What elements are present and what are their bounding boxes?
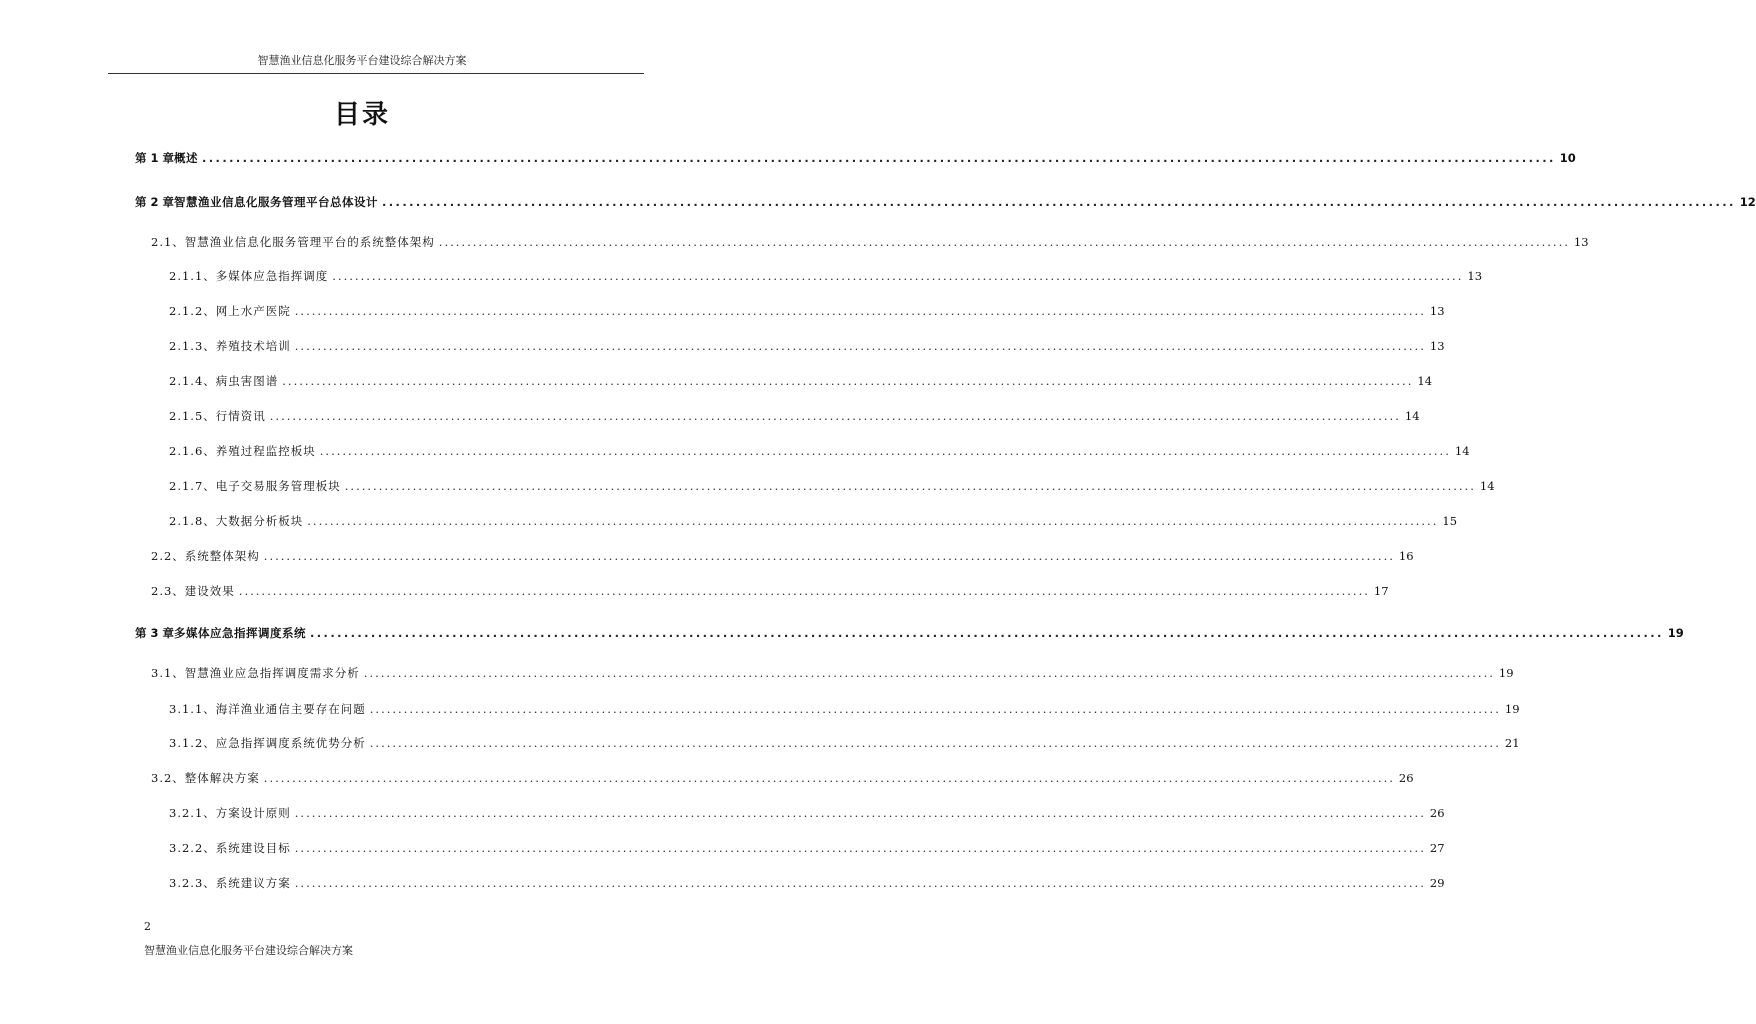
toc-entry-page: 19 — [1667, 626, 1684, 640]
toc-entry-number: 第 2 章 — [135, 195, 175, 209]
toc-entry-title: 智慧渔业信息化服务管理平台的系统整体架构 — [184, 235, 435, 249]
toc-entry-title: 海洋渔业通信主要存在问题 — [215, 702, 366, 716]
toc-entry-page: 21 — [1504, 736, 1520, 750]
toc-entry-title: 应急指挥调度系统优势分析 — [215, 736, 366, 750]
toc-entry-number: 3.1.2、 — [169, 736, 216, 750]
toc-entry-page: 19 — [1504, 702, 1520, 716]
toc-entry-page: 19 — [1498, 666, 1514, 680]
toc-entry-page: 26 — [1398, 771, 1414, 785]
toc-leader-dots: ........................................................................................................................................................................................................ — [263, 549, 1395, 563]
toc-leader-dots: ........................................................................................................................................................................................................ — [238, 584, 1370, 598]
toc-entry-title: 方案设计原则 — [215, 806, 291, 820]
footer-page-number: 2 — [144, 920, 151, 933]
toc-entry-number: 2.1.7、 — [169, 479, 216, 493]
toc-entry-page: 14 — [1454, 444, 1470, 458]
toc-entry-number: 2.3、 — [151, 584, 185, 598]
toc-entry-page: 13 — [1429, 339, 1445, 353]
toc-entry-title: 系统建设目标 — [215, 841, 291, 855]
toc-leader-dots: ........................................................................................................................................................................................................ — [369, 702, 1501, 716]
toc-entry[interactable] — [169, 701, 1520, 719]
toc-entry[interactable] — [135, 625, 1684, 643]
toc-entry-title: 多媒体应急指挥调度 — [215, 269, 329, 283]
toc-entry[interactable] — [135, 150, 1576, 168]
toc-entry-title: 网上水产医院 — [215, 304, 291, 318]
toc-entry[interactable] — [169, 268, 1483, 286]
toc-leader-dots: ........................................................................................................................................................................................................ — [282, 374, 1414, 388]
toc-entry[interactable] — [169, 373, 1433, 391]
running-header: 智慧渔业信息化服务平台建设综合解决方案 — [257, 54, 467, 67]
toc-entry-page: 17 — [1373, 584, 1389, 598]
toc-leader-dots: ........................................................................................................................................................................................................ — [294, 304, 1426, 318]
toc-leader-dots: ........................................................................................................................................................................................................ — [269, 409, 1401, 423]
toc-leader-dots: ........................................................................................................................................................................................................ — [294, 339, 1426, 353]
toc-leader-dots: ........................................................................................................................................................................................................ — [363, 666, 1495, 680]
toc-entry-title: 系统建议方案 — [215, 876, 291, 890]
toc-leader-dots: ........................................................................................................................................................................................................ — [294, 806, 1426, 820]
toc-entry-number: 2.1、 — [151, 235, 185, 249]
toc-entry-number: 2.1.6、 — [169, 444, 216, 458]
toc-entry-page: 14 — [1404, 409, 1420, 423]
toc-entry[interactable] — [169, 513, 1458, 531]
toc-entry-page: 29 — [1429, 876, 1445, 890]
toc-entry[interactable] — [135, 194, 1756, 212]
toc-entry-title: 养殖技术培训 — [215, 339, 291, 353]
toc-entry-title: 多媒体应急指挥调度系统 — [174, 626, 307, 640]
toc-entry[interactable] — [169, 875, 1445, 893]
toc-entry[interactable] — [169, 805, 1445, 823]
toc-entry[interactable] — [169, 443, 1470, 461]
toc-leader-dots: ........................................................................................................................................................................................................ — [319, 444, 1451, 458]
toc-entry-number: 2.1.3、 — [169, 339, 216, 353]
toc-entry-number: 2.1.2、 — [169, 304, 216, 318]
toc-leader-dots: ........................................................................................................................................................................................................ — [438, 235, 1570, 249]
toc-entry-number: 第 3 章 — [135, 626, 175, 640]
toc-entry-page: 15 — [1442, 514, 1458, 528]
toc-leader-dots: ........................................................................................................................................................................................................ — [202, 151, 1556, 165]
toc-entry-title: 整体解决方案 — [184, 771, 260, 785]
toc-entry-page: 13 — [1429, 304, 1445, 318]
toc-entry[interactable] — [169, 338, 1445, 356]
toc-leader-dots: ........................................................................................................................................................................................................ — [344, 479, 1476, 493]
toc-entry-title: 电子交易服务管理板块 — [215, 479, 341, 493]
toc-entry-title: 养殖过程监控板块 — [215, 444, 316, 458]
toc-entry[interactable] — [151, 548, 1414, 566]
toc-entry-page: 16 — [1398, 549, 1414, 563]
toc-entry[interactable] — [169, 478, 1495, 496]
toc-entry-number: 2.1.5、 — [169, 409, 216, 423]
toc-entry-page: 26 — [1429, 806, 1445, 820]
toc-entry-number: 2.2、 — [151, 549, 185, 563]
toc-entry[interactable] — [169, 840, 1445, 858]
toc-entry-page: 13 — [1573, 235, 1589, 249]
toc-entry-number: 第 1 章 — [135, 151, 175, 165]
toc-entry-title: 建设效果 — [184, 584, 235, 598]
toc-entry-number: 3.1.1、 — [169, 702, 216, 716]
toc-leader-dots: ........................................................................................................................................................................................................ — [263, 771, 1395, 785]
toc-entry-number: 2.1.8、 — [169, 514, 216, 528]
toc-entry-number: 3.1、 — [151, 666, 185, 680]
toc-entry-page: 13 — [1467, 269, 1483, 283]
toc-entry-page: 10 — [1559, 151, 1576, 165]
toc-entry-number: 3.2、 — [151, 771, 185, 785]
toc-leader-dots: ........................................................................................................................................................................................................ — [294, 841, 1426, 855]
toc-entry-number: 3.2.1、 — [169, 806, 216, 820]
toc-entry-page: 27 — [1429, 841, 1445, 855]
toc-entry[interactable] — [151, 234, 1589, 252]
toc-entry[interactable] — [151, 583, 1389, 601]
toc-entry[interactable] — [169, 303, 1445, 321]
toc-leader-dots: ........................................................................................................................................................................................................ — [307, 514, 1439, 528]
toc-entry-title: 行情资讯 — [215, 409, 266, 423]
toc-entry-title: 系统整体架构 — [184, 549, 260, 563]
toc-leader-dots: ........................................................................................................................................................................................................ — [310, 626, 1664, 640]
toc-entry-title: 大数据分析板块 — [215, 514, 304, 528]
toc-leader-dots: ........................................................................................................................................................................................................ — [382, 195, 1736, 209]
toc-leader-dots: ........................................................................................................................................................................................................ — [294, 876, 1426, 890]
toc-leader-dots: ........................................................................................................................................................................................................ — [332, 269, 1464, 283]
toc-entry-title: 智慧渔业信息化服务管理平台总体设计 — [174, 195, 379, 209]
running-footer: 智慧渔业信息化服务平台建设综合解决方案 — [144, 944, 353, 957]
toc-entry-number: 3.2.3、 — [169, 876, 216, 890]
toc-entry[interactable] — [169, 408, 1420, 426]
toc-entry-title: 智慧渔业应急指挥调度需求分析 — [184, 666, 360, 680]
toc-entry-page: 14 — [1417, 374, 1433, 388]
toc-entry[interactable] — [169, 735, 1520, 753]
toc-entry-number: 3.2.2、 — [169, 841, 216, 855]
toc-entry[interactable] — [151, 665, 1514, 683]
toc-entry-page: 12 — [1739, 195, 1756, 209]
toc-entry[interactable] — [151, 770, 1414, 788]
toc-entry-title: 病虫害图谱 — [215, 374, 279, 388]
toc-title: 目录 — [333, 100, 390, 130]
toc-entry-number: 2.1.4、 — [169, 374, 216, 388]
toc-entry-page: 14 — [1479, 479, 1495, 493]
toc-leader-dots: ........................................................................................................................................................................................................ — [369, 736, 1501, 750]
toc-entry-title: 概述 — [174, 151, 199, 165]
toc-entry-number: 2.1.1、 — [169, 269, 216, 283]
